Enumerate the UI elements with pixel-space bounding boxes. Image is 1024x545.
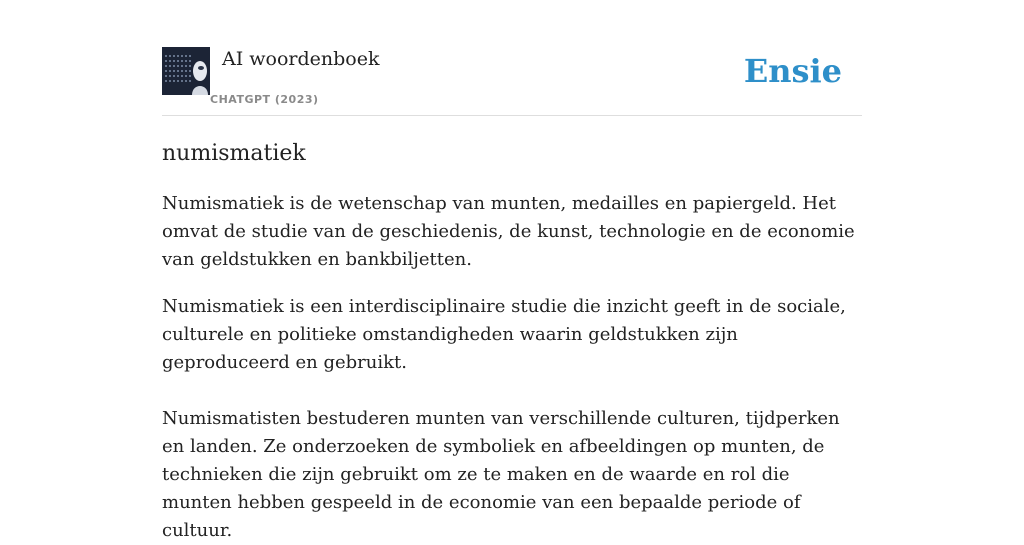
entry-paragraph-1: Numismatiek is de wetenschap van munten, medailles en papiergeld. Het omvat de studie van de geschiedenis, de kunst, technologie en de economie van geldstukken en bankbiljetten. [162,193,855,270]
ensie-logo[interactable]: Ensie [743,52,842,90]
entry-term: numismatiek [162,141,306,166]
entry-paragraph-3: Numismatisten bestuderen munten van verschillende culturen, tijdperken en landen. Ze onderzoeken de symboliek en afbeeldingen op munten, de technieken die zijn gebruikt om ze te maken en de waarde en rol die munten hebben gespeeld in de economie van een bepaalde periode of cultuur. [162,408,840,541]
entry-content [162,138,862,545]
source-subtitle: CHATGPT (2023) [210,93,319,106]
source-header [162,47,862,116]
source-name[interactable]: AI woordenboek [222,48,380,70]
robot-avatar-graphic [162,47,210,95]
entry-paragraph-2: Numismatiek is een interdisciplinaire studie die inzicht geeft in de sociale, culturele en politieke omstandigheden waarin geldstukken zijn geproduceerd en gebruikt. [162,296,846,373]
robot-avatar-icon[interactable] [162,47,210,95]
